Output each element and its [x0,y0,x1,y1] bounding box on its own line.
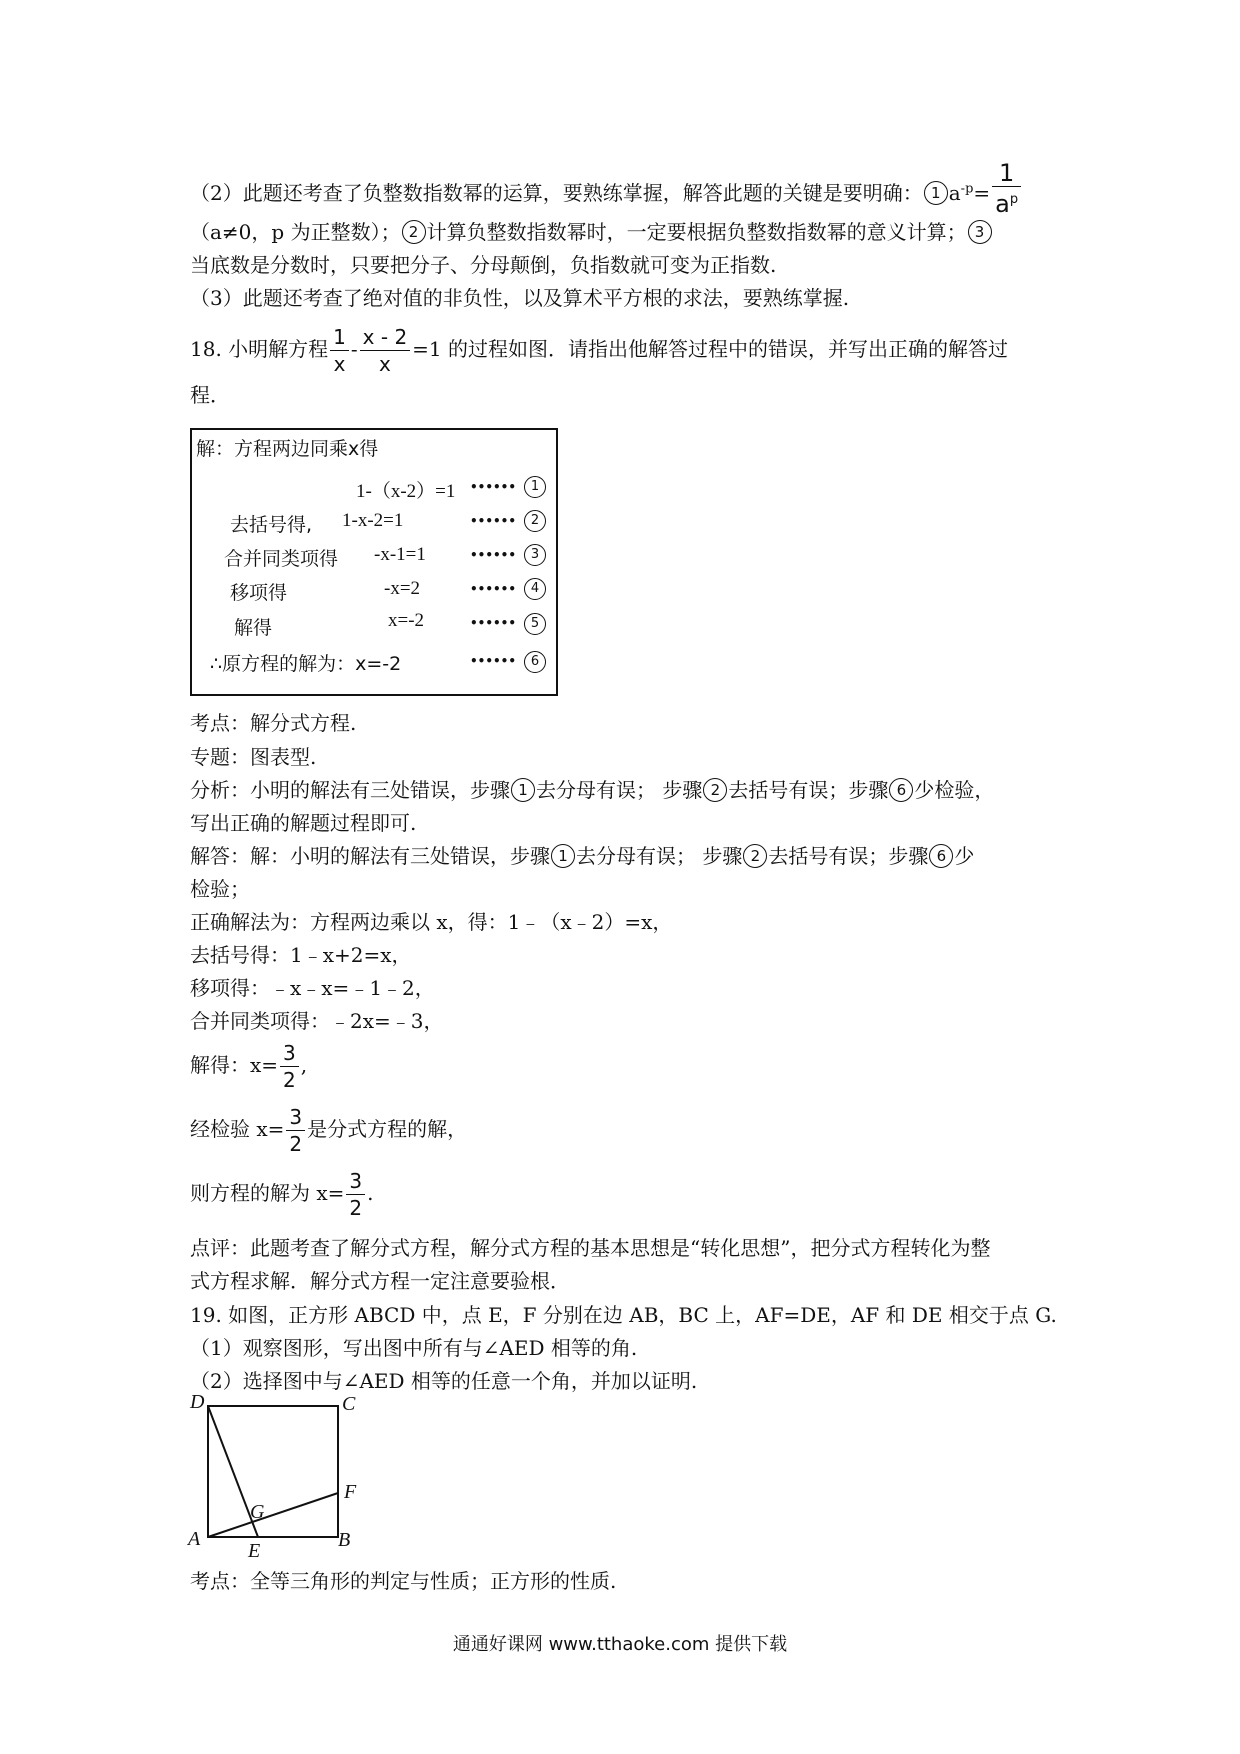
comment-line-1: 点评：此题考查了解分式方程，解分式方程的基本思想是“转化思想”，把分式方程转化为整 [190,1236,991,1260]
label-e: E [248,1540,261,1560]
note-2-line-2 [190,217,993,247]
box-line-5-label: 解得 [234,617,273,639]
box-line-2-dots: •••••• [470,514,517,528]
solution-step-5-text: 解得：x= [190,1053,279,1077]
label-d: D [190,1391,205,1413]
fraction-numerator: 3 [280,1040,299,1067]
fraction-denominator: x [333,352,346,376]
circled-1: 1 [551,844,575,868]
solution-step-4: 合并同类项得：﹣2x=﹣3， [190,1009,444,1033]
solution-step-2: 去括号得：1﹣x+2=x， [190,943,412,967]
circled-3: 3 [968,220,992,244]
box-circled-1: 1 [524,476,546,498]
fraction-denominator: 2 [283,1068,296,1092]
fraction-numerator: 3 [346,1168,365,1195]
solution-final-text: 则方程的解为 x= [190,1181,345,1205]
solution-check [190,1104,467,1157]
circled-2: 2 [703,778,727,802]
solution-check-text-a: 经检验 x= [190,1117,285,1141]
equals-sign: = [973,181,991,205]
solution-step-3: 移项得：﹣x﹣x=﹣1﹣2， [190,976,435,1000]
question-19-part-2: （2）选择图中与∠AED 相等的任意一个角，并加以证明. [190,1369,698,1393]
note-3: （3）此题还考查了绝对值的非负性，以及算术平方根的求法，要熟练掌握. [190,286,850,310]
answer-line-1 [190,841,974,871]
circled-6: 6 [889,778,913,802]
box-line-5-equation: x=-2 [388,610,425,631]
fraction-numerator: x - 2 [360,324,411,351]
denominator-base: a [995,190,1010,218]
note-2-rule-2: 计算负整数指数幂时，一定要根据负整数指数幂的意义计算； [426,220,967,244]
label-a: A [188,1528,201,1550]
box-line-1-dots: •••••• [470,480,517,494]
label-g: G [250,1501,265,1523]
fraction-denominator: x [379,352,391,376]
box-line-2-equation: 1-x-2=1 [342,510,404,531]
comma: , [300,1053,308,1077]
box-line-6: ∴原方程的解为：x=-2 [210,653,402,675]
base-a: a [948,181,961,205]
fraction-1-over-a-p [992,160,1021,217]
answer-text-c: 去括号有误；步骤 [768,844,929,868]
square-abcd [208,1406,338,1537]
minus-sign: - [350,337,358,361]
box-line-3-dots: •••••• [470,548,517,562]
segment-af [208,1493,338,1537]
solution-step-5 [190,1040,307,1093]
exam-point-19: 考点：全等三角形的判定与性质；正方形的性质. [190,1569,617,1593]
fraction-numerator: 1 [992,160,1021,187]
box-line-3-label: 合并同类项得 [224,548,339,570]
period: . [367,1181,374,1205]
analysis-text-b: 去分母有误； 步骤 [536,778,703,802]
fraction-numerator: 1 [330,324,349,351]
comment-line-2: 式方程求解．解分式方程一定注意要验根． [190,1269,570,1293]
box-circled-3: 3 [524,544,546,566]
box-line-1-equation: 1-（x-2）=1 [356,481,456,502]
question-19: 19. 如图，正方形 ABCD 中，点 E，F 分别在边 AB，BC 上，AF=DE，AF 和 DE 相交于点 G. [190,1303,1057,1327]
question-18-line-2: 程． [190,383,230,407]
answer-text-b: 去分母有误； 步骤 [576,844,743,868]
note-2-text: （2）此题还考查了负整数指数幂的运算，要熟练掌握，解答此题的关键是要明确： [190,181,923,205]
box-line-4-label: 移项得 [230,582,288,604]
fraction-1-over-x [330,324,349,377]
note-2-line-1 [190,160,1023,217]
box-line-0: 解：方程两边同乘x得 [196,438,379,460]
fraction-denominator: 2 [289,1132,303,1156]
page-footer: 通通好课网 www.tthaoke.com 提供下载 [452,1634,788,1655]
fraction-numerator: 3 [286,1104,305,1131]
analysis-line-2: 写出正确的解题过程即可. [190,811,417,835]
analysis-line-1 [190,775,994,805]
fraction-3-over-2 [280,1040,299,1093]
fraction-x-minus-2-over-x [360,324,411,377]
answer-text-a: 解答：解：小明的解法有三处错误，步骤 [190,844,550,868]
denominator-exponent: p [1009,192,1019,207]
fraction-3-over-2 [346,1168,365,1221]
label-b: B [338,1529,351,1551]
circled-1: 1 [924,181,948,205]
box-circled-4: 4 [524,578,546,600]
answer-line-2: 检验； [190,877,250,901]
question-19-part-1: （1）观察图形，写出图中所有与∠AED 相等的角. [190,1336,638,1360]
exponent-neg-p: -p [960,181,974,197]
question-18-line-1 [190,324,1008,377]
fraction-denominator [992,187,1021,217]
analysis-text-d: 少检验， [914,778,995,802]
label-f: F [344,1481,357,1503]
circled-1: 1 [511,778,535,802]
exam-point: 考点：解分式方程. [190,711,357,735]
note-2-line-3: 当底数是分数时，只要把分子、分母颠倒，负指数就可变为正指数. [190,253,777,277]
question-18-lead: 18. 小明解方程 [190,337,329,361]
box-line-4-equation: -x=2 [384,578,421,599]
square-abcd-figure [182,1390,362,1560]
analysis-text-a: 分析：小明的解法有三处错误，步骤 [190,778,510,802]
solution-check-text-b: 是分式方程的解， [307,1117,468,1141]
label-c: C [342,1393,356,1415]
box-line-4-dots: •••••• [470,582,517,596]
circled-2: 2 [743,844,767,868]
student-solution-box [190,428,558,696]
solution-final [190,1168,374,1221]
fraction-denominator: 2 [349,1196,363,1220]
circled-2: 2 [402,220,426,244]
circled-6: 6 [929,844,953,868]
question-18-text: =1 的过程如图．请指出他解答过程中的错误，并写出正确的解答过 [412,337,1009,361]
box-circled-2: 2 [524,510,546,532]
box-circled-6: 6 [524,651,546,673]
topic: 专题：图表型. [190,745,317,769]
box-line-6-dots: •••••• [470,654,517,668]
answer-text-d: 少 [954,844,975,868]
box-circled-5: 5 [524,613,546,635]
analysis-text-c: 去括号有误；步骤 [728,778,889,802]
box-line-5-dots: •••••• [470,616,517,630]
solution-step-1: 正确解法为：方程两边乘以 x，得：1﹣（x﹣2）=x， [190,910,673,934]
box-line-2-label: 去括号得, [230,514,313,536]
box-line-3-equation: -x-1=1 [374,544,426,565]
fraction-3-over-2 [286,1104,305,1157]
note-2-condition: （a≠0，p 为正整数）； [190,220,401,244]
